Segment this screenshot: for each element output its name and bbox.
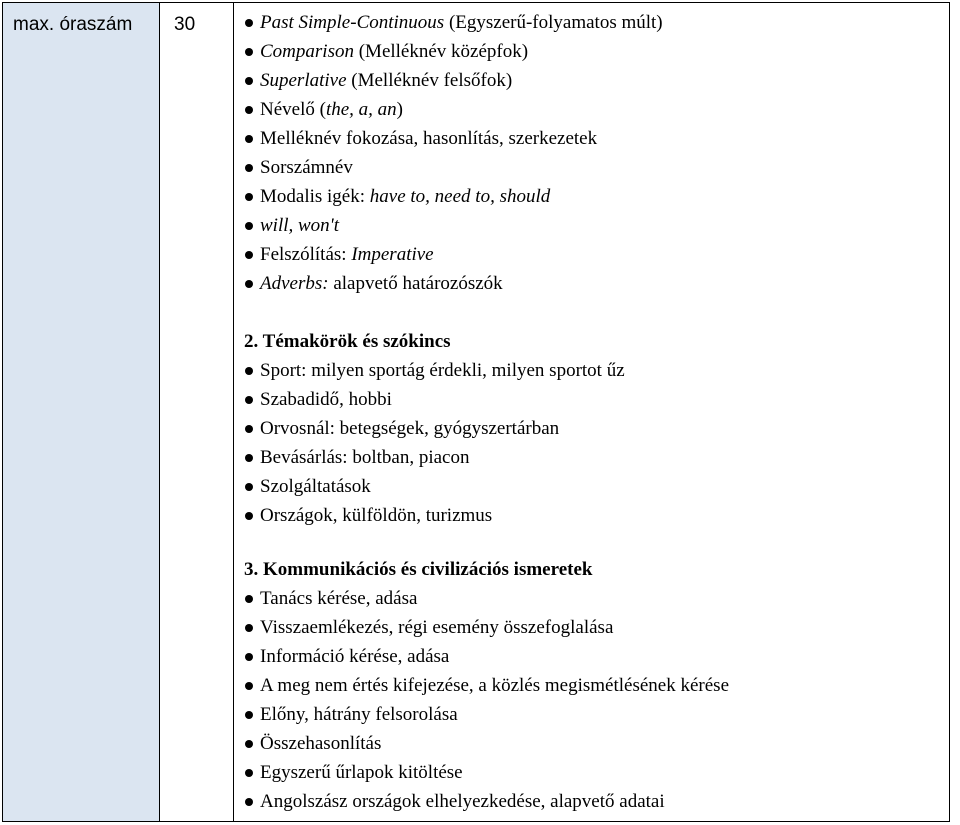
list-item-text: Past Simple-Continuous xyxy=(260,12,445,33)
bullet-icon xyxy=(245,740,253,748)
bullet-icon xyxy=(245,77,253,85)
list-item xyxy=(234,153,949,182)
list-item-text: Összehasonlítás xyxy=(260,733,382,754)
topics-list xyxy=(234,356,949,530)
bullet-icon xyxy=(245,222,253,230)
list-item-text: (Egyszerű-folyamatos múlt) xyxy=(444,12,663,33)
list-item xyxy=(234,501,949,530)
list-item xyxy=(234,671,949,700)
list-item xyxy=(234,356,949,385)
bullet-icon xyxy=(245,164,253,172)
list-item xyxy=(234,95,949,124)
table-row xyxy=(3,3,950,822)
communication-list xyxy=(234,584,949,787)
list-item-text: will, won't xyxy=(260,215,340,236)
list-item-text: Sport: milyen sportág érdekli, milyen sportot űz xyxy=(260,360,625,381)
communication-list-last xyxy=(234,787,949,816)
list-item xyxy=(234,211,949,240)
list-item xyxy=(234,613,949,642)
bullet-icon xyxy=(245,682,253,690)
bullet-icon xyxy=(245,425,253,433)
list-item-text: (Melléknév középfok) xyxy=(353,41,529,62)
bullet-icon xyxy=(245,106,253,114)
bullet-icon xyxy=(245,711,253,719)
bullet-icon xyxy=(245,454,253,462)
list-item-text: Superlative xyxy=(260,70,347,91)
list-item xyxy=(234,8,949,37)
list-item-text: Imperative xyxy=(351,244,434,265)
list-item-text: Tanács kérése, adása xyxy=(260,588,418,609)
list-item-text: have to, need to, should xyxy=(369,186,551,207)
list-item-text: Egyszerű űrlapok kitöltése xyxy=(260,762,463,783)
bullet-icon xyxy=(245,769,253,777)
list-item xyxy=(234,385,949,414)
bullet-icon xyxy=(245,396,253,404)
list-item xyxy=(234,269,949,298)
bullet-icon xyxy=(245,280,253,288)
list-item xyxy=(234,642,949,671)
list-item xyxy=(234,758,949,787)
list-item xyxy=(234,443,949,472)
list-item-text: Előny, hátrány felsorolása xyxy=(260,704,458,725)
list-item xyxy=(234,66,949,95)
content-cell xyxy=(234,3,950,822)
list-item-text: Melléknév fokozása, hasonlítás, szerkezetek xyxy=(260,128,598,149)
list-item-text: Felszólítás: xyxy=(260,244,352,265)
list-item xyxy=(234,700,949,729)
bullet-icon xyxy=(245,798,253,806)
list-item xyxy=(234,729,949,758)
hours-value: 30 xyxy=(174,14,196,35)
list-item-text: Névelő ( xyxy=(260,99,326,120)
list-item-text: Angolszász országok elhelyezkedése, alapvető adatai xyxy=(260,791,665,812)
hours-cell xyxy=(160,3,234,822)
list-item xyxy=(234,787,949,816)
bullet-icon xyxy=(245,48,253,56)
list-item-text: Visszaemlékezés, régi esemény összefoglalása xyxy=(260,617,614,638)
list-item-text: Adverbs: xyxy=(260,273,329,294)
list-item xyxy=(234,37,949,66)
section-3-title: 3. Kommunikációs és civilizációs ismeretek xyxy=(244,559,593,580)
bullet-icon xyxy=(245,193,253,201)
label-cell xyxy=(3,3,160,822)
bullet-icon xyxy=(245,653,253,661)
list-item-text: Bevásárlás: boltban, piacon xyxy=(260,447,470,468)
list-item-text: Információ kérése, adása xyxy=(260,646,450,667)
spacer xyxy=(234,298,949,327)
bullet-icon xyxy=(245,367,253,375)
bullet-icon xyxy=(245,483,253,491)
list-item-text: Orvosnál: betegségek, gyógyszertárban xyxy=(260,418,560,439)
list-item-text: Modalis igék: xyxy=(260,186,370,207)
max-hours-label: max. óraszám xyxy=(13,14,133,35)
bullet-icon xyxy=(245,595,253,603)
list-item-text: Sorszámnév xyxy=(260,157,353,178)
bullet-icon xyxy=(245,135,253,143)
bullet-icon xyxy=(245,624,253,632)
list-item-text: ) xyxy=(396,99,403,120)
list-item-text: Szolgáltatások xyxy=(260,476,371,497)
list-item xyxy=(234,240,949,269)
list-item xyxy=(234,414,949,443)
list-item-text: Országok, külföldön, turizmus xyxy=(260,505,493,526)
curriculum-table xyxy=(2,2,950,822)
grammar-list xyxy=(234,8,949,298)
bullet-icon xyxy=(245,251,253,259)
list-item-text: A meg nem értés kifejezése, a közlés megismétlésének kérése xyxy=(260,675,729,696)
list-item xyxy=(234,584,949,613)
list-item-text: (Melléknév felsőfok) xyxy=(346,70,513,91)
list-item-text: alapvető határozószók xyxy=(328,273,503,294)
bullet-icon xyxy=(245,19,253,27)
list-item-text: the, a, an xyxy=(325,99,397,120)
list-item xyxy=(234,124,949,153)
section-2-title: 2. Témakörök és szókincs xyxy=(244,331,451,352)
bullet-icon xyxy=(245,512,253,520)
list-item-text: Comparison xyxy=(260,41,354,62)
spacer xyxy=(234,530,949,555)
content-area xyxy=(234,3,949,816)
list-item xyxy=(234,182,949,211)
list-item-text: Szabadidő, hobbi xyxy=(260,389,392,410)
list-item xyxy=(234,472,949,501)
